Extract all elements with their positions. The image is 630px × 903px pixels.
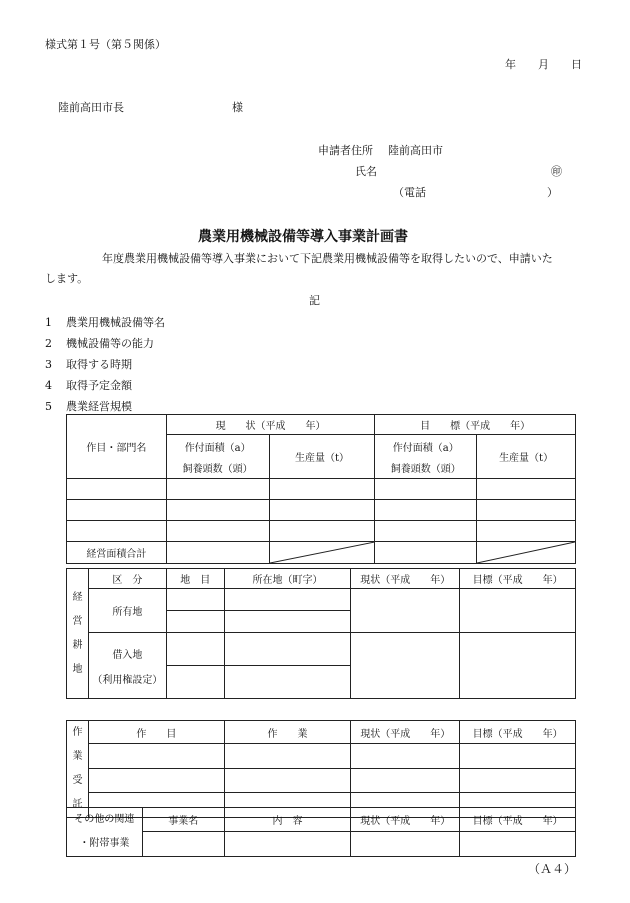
production-table: [66, 414, 576, 564]
current-header: 現状（平成 年）: [351, 721, 460, 744]
livestock-label: 飼養頭数（頭）: [182, 463, 253, 475]
current-header: 現 状（平成 年）: [166, 415, 375, 435]
area-label: 作付面積（a）: [184, 442, 251, 454]
target-production-header: 生産量（t）: [477, 435, 576, 479]
leased-label: 借入地 （利用権設定）: [88, 633, 166, 699]
crop-header: 作 目: [88, 721, 224, 744]
current-header: 現状（平成 年）: [351, 569, 460, 589]
work-header: 作 業: [224, 721, 351, 744]
owned-label: 所有地: [88, 589, 166, 633]
item-number: 2: [45, 337, 52, 350]
item-label: 取得する時期: [66, 358, 132, 371]
item-number: 5: [45, 400, 52, 413]
target-header: 目標（平成 年）: [460, 569, 576, 589]
production-header: 生産量（t）: [269, 435, 375, 479]
target-header: 目標（平成 年）: [460, 721, 576, 744]
item-2: [45, 335, 154, 351]
other-business-table: [66, 807, 576, 857]
table-row: [67, 479, 576, 500]
livestock-label: 飼養頭数（頭）: [390, 463, 461, 475]
contract-work-table: [66, 720, 576, 818]
target-header: 目標（平成 年）: [460, 808, 576, 832]
applicant-address-label: 申請者住所: [318, 144, 373, 157]
location-header: 所在地（町字）: [224, 569, 351, 589]
addressee-honorific: 様: [232, 101, 243, 114]
body-text-line2: します。: [45, 272, 89, 285]
item-label: 農業用機械設備等名: [66, 316, 165, 329]
table-row: [67, 521, 576, 542]
table-row: [67, 500, 576, 521]
target-header: 目 標（平成 年）: [375, 415, 576, 435]
item-1: [45, 314, 165, 330]
crop-header: 作目・部門名: [67, 415, 167, 479]
contract-side-label: 作 業 受 託: [67, 721, 89, 818]
phone-field: （電話 ）: [393, 186, 558, 199]
land-side-label: 経 営 耕 地: [67, 569, 89, 699]
total-row: [67, 542, 576, 564]
item-label: 機械設備等の能力: [66, 337, 154, 350]
table-row: [67, 744, 576, 769]
business-name-header: 事業名: [142, 808, 224, 832]
chimoku-header: 地 目: [166, 569, 224, 589]
paper-size-label: （Ａ４）: [528, 862, 577, 876]
item-number: 4: [45, 379, 52, 392]
total-label: 経営面積合計: [67, 542, 167, 564]
document-title: 農業用機械設備等導入事業計画書: [198, 229, 408, 245]
content-header: 内 容: [224, 808, 351, 832]
seal-mark: ㊞: [551, 165, 562, 178]
item-5: [45, 398, 132, 414]
area-header: [166, 435, 269, 479]
other-business-label: その他の関連 ・附帯事業: [67, 808, 143, 857]
item-3: [45, 356, 132, 372]
applicant-address-value: 陸前高田市: [388, 144, 443, 157]
diagonal-cell: [477, 542, 576, 564]
addressee: 陸前高田市長: [58, 101, 124, 114]
table-row: [67, 831, 576, 856]
target-area-header: [375, 435, 477, 479]
item-number: 1: [45, 316, 52, 329]
table-row: [67, 768, 576, 793]
item-number: 3: [45, 358, 52, 371]
date-label: 年 月 日: [505, 58, 582, 71]
diagonal-cell: [269, 542, 375, 564]
item-4: [45, 377, 132, 393]
area-label: 作付面積（a）: [392, 442, 459, 454]
body-text-line1: 年度農業用機械設備等導入事業において下記農業用機械設備等を取得したいので、申請いた: [102, 252, 553, 265]
current-header: 現状（平成 年）: [351, 808, 460, 832]
item-label: 農業経営規模: [66, 400, 132, 413]
ki-heading: 記: [309, 294, 320, 307]
kubun-header: 区 分: [88, 569, 166, 589]
applicant-name-label: 氏名: [355, 165, 377, 178]
form-id: 様式第１号（第５関係）: [45, 38, 166, 51]
item-label: 取得予定金額: [66, 379, 132, 392]
land-table: [66, 568, 576, 699]
